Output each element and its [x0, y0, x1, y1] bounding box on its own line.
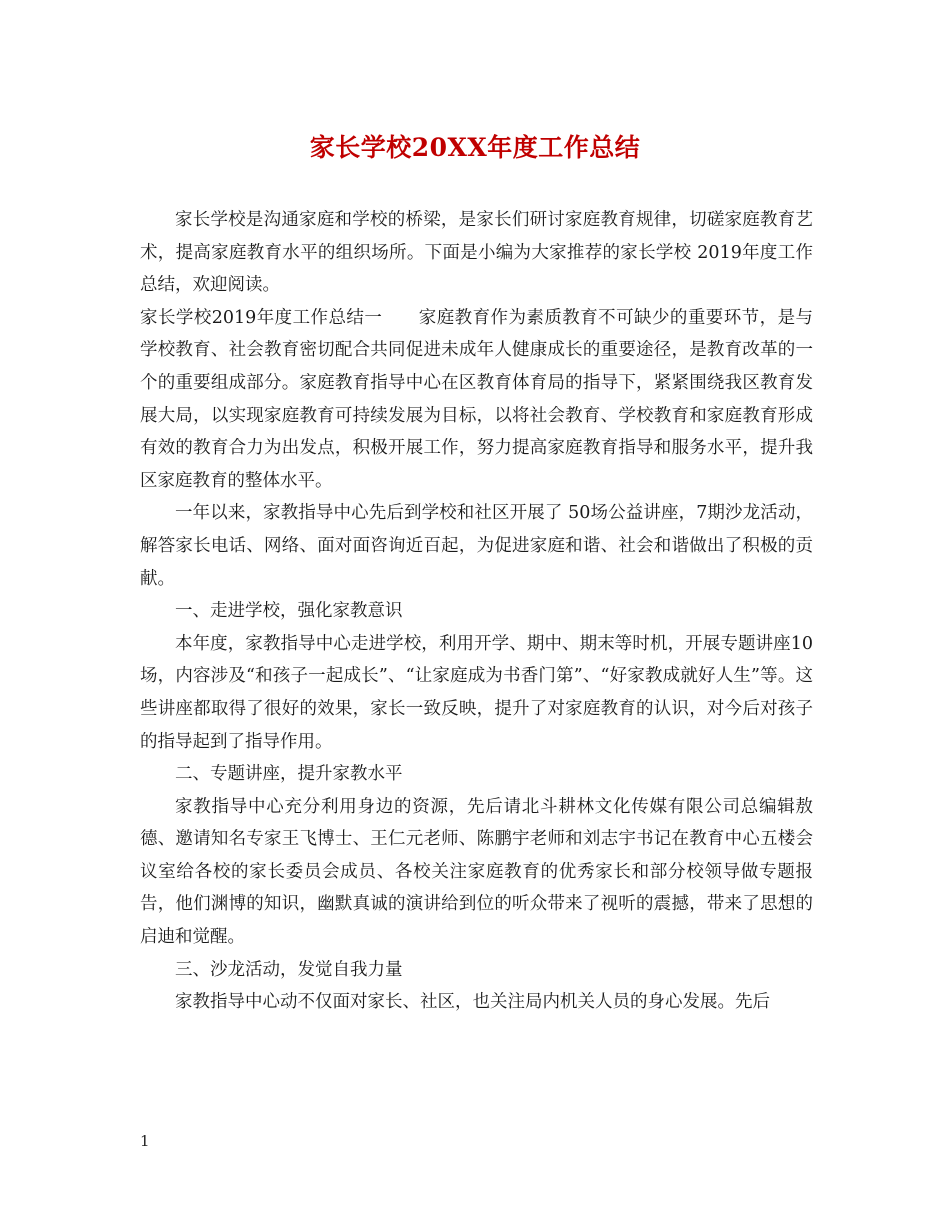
section-one-paragraph	[140, 302, 813, 498]
heading-one: 一、走进学校，强化家教意识	[175, 601, 403, 622]
heading-two: 二、专题讲座，提升家教水平	[175, 764, 403, 785]
intro-paragraph: 家长学校是沟通家庭和学校的桥梁，是家长们研讨家庭教育规律，切磋家庭教育艺术，提高家庭教育水平的组织场所。下面是小编为大家推荐的家长学校 2019年度工作总结，欢迎阅读。	[140, 210, 813, 296]
year-summary-paragraph: 一年以来，家教指导中心先后到学校和社区开展了 50场公益讲座，7期沙龙活动，解答家长电话、网络、面对面咨询近百起，为促进家庭和谐、社会和谐做出了积极的贡献。	[140, 503, 813, 589]
document-title: 家长学校20XX年度工作总结	[309, 133, 641, 162]
salon-paragraph: 家教指导中心动不仅面对家长、社区，也关注局内机关人员的身心发展。先后	[175, 992, 770, 1013]
section-one-lead: 家庭教育作为素质教育不可缺少的重要环节，	[418, 307, 778, 328]
heading-three: 三、沙龙活动，发觉自我力量	[175, 959, 403, 980]
lectures-paragraph: 家教指导中心充分利用身边的资源，先后请北斗耕林文化传媒有限公司总编辑敖德、邀请知名专家王飞博士、王仁元老师、陈鹏宇老师和刘志宇书记在教育中心五楼会议室给各校的家长委员会成员、各校关注家庭教育的优秀家长和部分校领导做专题报告，他们渊博的知识，幽默真诚的演讲给到位的听众带来了视听的震撼，带来了思想的启迪和觉醒。	[140, 796, 813, 948]
page-number: 1	[140, 1132, 150, 1150]
section-one-heading: 家长学校2019年度工作总结一	[140, 307, 383, 328]
schools-paragraph: 本年度，家教指导中心走进学校，利用开学、期中、期末等时机，开展专题讲座10场，内容涉及“和孩子一起成长”、“让家庭成为书香门第”、“好家教成就好人生”等。这些讲座都取得了很好的效果，家长一致反映，提升了对家庭教育的认识，对今后对孩子的指导起到了指导作用。	[140, 633, 813, 752]
section-one-text: 是与学校教育、社会教育密切配合共同促进未成年人健康成长的重要途径，是教育改革的一个的重要组成部分。家庭教育指导中心在区教育体育局的指导下，紧紧围绕我区教育发展大局，以实现家庭教育可持续发展为目标，以将社会教育、学校教育和家庭教育形成有效的教育合力为出发点，积极开展工作，努力提高家庭教育指导和服务水平，提升我区家庭教育的整体水平。	[140, 307, 814, 491]
document-body	[140, 204, 813, 1019]
